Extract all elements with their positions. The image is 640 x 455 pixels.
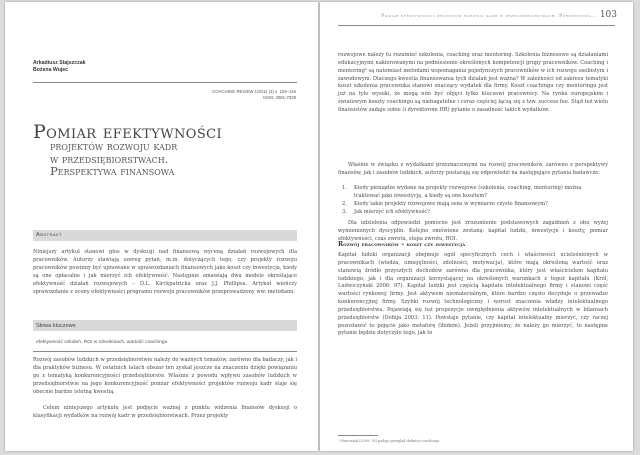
list-text: Kiedy takie projekty rozwojowe mają sens w wymiarze czysto finansowym?: [354, 200, 548, 207]
abstract-heading: Abstrakt: [36, 232, 63, 238]
article-subtitle: [50, 140, 177, 178]
header-rule: [338, 25, 615, 26]
body-paragraph: Celem niniejszego artykułu jest podjęcie ważnej z punktu widzenia finansów dyskusji o klasyfikacji wydatków na rozwój kadr w przedsiębiorstwach. Przez projekty: [33, 405, 297, 419]
body-paragraph: Kapitał ludzki organizacji obejmuje ogół specyficznych cech i właściwości ucieleśnionych w pracownikach (wiedza, umiejętności, zdolności, motywacja), które mają określoną wartość oraz stanowią źródło przyszłych dochodów zarówno dla pracownika, który jest właścicielem kapitału ludzkiego, jak i dla organizacji korzystającej na określonych warunkach z tegoż kapitału (Król, Ludwiczyński 2006: 97). Kapitał ludzki jest częścią kapitału intelektualnego firmy i stanowi część wartości rynkowej firmy. Jest aktywem niematerialnym, które bardzo często decyduje o przewadze konkurencyjnej firmy. Szybki rozwój technologiczny i wzrost znaczenia władzy intelektualnego przedsiębiorstwa. Pojawiają się też propozycje uwzględnienia aktywów intelektualnych w bilansach przedsiębiorstw (Dobija 2003: 11). Powstaje pytanie, czy kapitał intelektualny mierzyć, czy raczej pozostawić to pojęcie jako metaforę (ibidem). Jeżeli przyjmiemy, że należy go mierzyć, to następne pytanie będzie dotyczyło tego, jak to: [338, 252, 608, 337]
running-header: Pomiar efektywności projektów rozwoju kadr w przedsiębiorstwach. Perspektywa...: [381, 14, 597, 19]
list-text: Jak mierzyć ich efektywność?: [354, 208, 430, 215]
author-name: Bożena Wujec: [33, 67, 69, 73]
abstract-text: Niniejszy artykuł stanowi głos w dyskusji nad finansową wyceną działań rozwojowych dla pracowników. Autorzy stawiają szereg pytań, m.in. dotyczących tego, czy projekty rozwoju pracowników powinny być ujmowane w sprawozdaniach finansowych jako koszt czy inwestycja, kiedy są one opłacalne i jak mierzyć ich efektywność. Następnie omawiają dwa modele określające efektywność działań rozwojowych – D.L. Kirckpatricka oraz J.J. Phillipsa. Artykuł wieńczy sprawozdanie z oceny efektywności programu rozwoju pracowników przeprowadzony ww. metodami.: [33, 249, 297, 295]
list-item: [342, 209, 607, 217]
keywords-rule: [33, 351, 297, 352]
list-item: [342, 201, 607, 209]
journal-citation: COACHING REVIEW 1/2011 (3) s. 102–116: [212, 89, 296, 94]
list-number: 1.: [342, 185, 347, 191]
research-questions: [342, 185, 607, 216]
right-page: [320, 2, 633, 451]
body-paragraph: rozwojowe należy tu rozumieć szkolenia, coaching oraz mentoring. Szkolenia biznesowe są działaniami edukacyjnymi nakierowanymi na podniesienie określonych kompetencji grupy pracowników. Coaching i mentoring¹ są natomiast metodami wspomagania pojedynczych pracowników w ich rozwoju osobistym i zawodowym. Dlaczego kwestia finansowania tych działań jest ważna? W zależności od zakresu tematyki koszt szkolenia pracownika stanowi znaczący wydatek dla firmy. Koszt coachingu czy mentoringu jest już na tyle wysoki, że mogą nim być objęci tylko kluczowi pracownicy. Na rynku europejskim i światowym koszty coachingu są niebagatelne i coraz częściej łączą się z tzw. success fee. Stąd też wielu finansistów zadaje sobie (i dyrektorom HR) pytanie o zasadność takich wydatków.: [338, 52, 608, 113]
page-number: 103: [599, 10, 617, 20]
body-paragraph: Rozwój zasobów ludzkich w przedsiębiorstwie należy do ważnych tematów, zarówno dla badaczy, jak i dla praktyków biznesu. W ostatnich latach obszar ten zyskał jeszcze na znaczeniu dzięki powiązaniu go z tematyką konkurencyjności przedsiębiorstw. Właśnie z powodu wpływu zasobów ludzkich w przedsiębiorstwie na jego konkurencyjność pomiar efektywności projektów rozwoju kadr staje się obecnie bardzo istotną kwestią.: [33, 357, 297, 395]
authors: [33, 60, 85, 74]
list-number: 3.: [342, 208, 347, 215]
section-heading: Rozwój pracowników – koszt czy inwestycja: [338, 241, 466, 248]
body-paragraph: Właśnie w związku z wydatkami przeznaczonymi na rozwój pracowników, zarówno z perspektywy finansów, jak i zasobów ludzkich, autorzy postarają się odpowiedzi na następujące pytania badawcze:: [338, 162, 608, 176]
abstract-bar: [33, 230, 297, 241]
footnote-rule: [338, 435, 378, 436]
left-page: [5, 2, 318, 451]
subtitle-line: w przedsiębiorstwach.: [50, 151, 169, 166]
author-name: Arkadiusz Stajszczak: [33, 60, 86, 66]
keywords: efektywność szkoleń, ROI w szkoleniach, wartość coachingu: [36, 340, 168, 345]
footnote: ¹ Marciniak (2009: 19) podaje przegląd definicji coachingu.: [338, 439, 441, 443]
header-rule: [33, 82, 297, 83]
list-item: [342, 185, 607, 201]
list-number: 2.: [342, 200, 347, 207]
subtitle-line: Perspektywa finansowa: [50, 164, 175, 179]
body-paragraph: Dla udzielenia odpowiedzi pomocne jest zrozumienie podstawowych zagadnień z obu wyżej wymienionych dyscyplin. Kolejno omówione zostaną: kapitał ludzki, inwestycje i koszty, pomiar efektywności, czas zwrotu, stopa zwrotu, ROI.: [338, 220, 608, 242]
list-text: Kiedy pieniądze wydane na projekty rozwojowe (szkolenia, coaching, mentoring) można traktować jako inwestycję, a kiedy są one kosztem?: [354, 185, 582, 199]
issn: ISSN: 2081-7029: [263, 95, 296, 100]
keywords-heading: Słowa kluczowe: [36, 323, 76, 329]
subtitle-line: projektów rozwoju kadr: [50, 139, 178, 153]
article-title: Pomiar efektywności: [33, 121, 223, 143]
journal-meta: [212, 89, 296, 101]
